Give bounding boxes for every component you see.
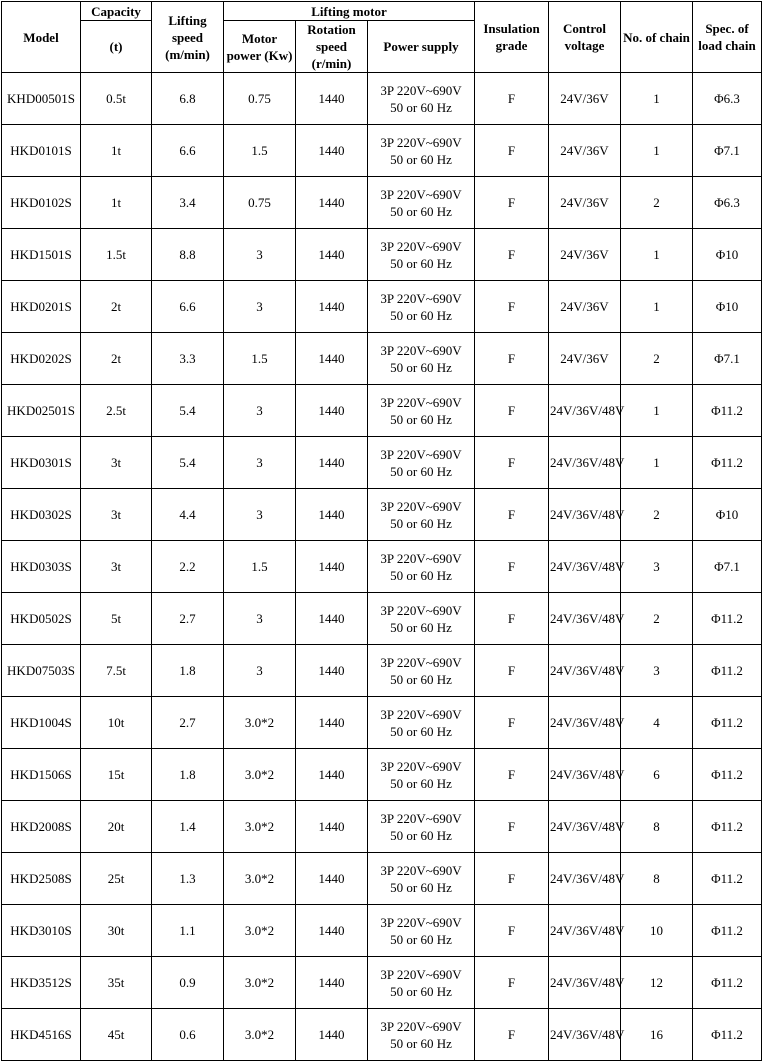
header-lifting-speed: Lifting speed (m/min)	[152, 2, 224, 73]
cell-motor-power: 3.0*2	[224, 749, 296, 801]
cell-lifting-speed: 3.3	[152, 333, 224, 385]
cell-motor-power: 3	[224, 489, 296, 541]
power-supply-frequency: 50 or 60 Hz	[390, 411, 452, 427]
table-row	[2, 489, 762, 541]
header-insulation-grade: Insulation grade	[475, 2, 549, 73]
cell-power-supply	[368, 1009, 475, 1061]
power-supply-frequency: 50 or 60 Hz	[390, 463, 452, 479]
cell-motor-power: 0.75	[224, 73, 296, 125]
cell-rotation-speed: 1440	[296, 541, 368, 593]
cell-rotation-speed: 1440	[296, 333, 368, 385]
cell-control-voltage: 24V/36V/48V	[549, 957, 621, 1009]
cell-motor-power: 3.0*2	[224, 697, 296, 749]
power-supply-frequency: 50 or 60 Hz	[390, 671, 452, 687]
cell-power-supply	[368, 593, 475, 645]
cell-lifting-speed: 8.8	[152, 229, 224, 281]
cell-spec-load-chain: Φ10	[693, 489, 762, 541]
power-supply-voltage: 3P 220V~690V	[380, 238, 462, 254]
cell-no-of-chain: 6	[621, 749, 693, 801]
header-row-top	[2, 2, 762, 21]
cell-insulation-grade: F	[475, 437, 549, 489]
cell-lifting-speed: 1.8	[152, 749, 224, 801]
cell-insulation-grade: F	[475, 697, 549, 749]
cell-motor-power: 3.0*2	[224, 905, 296, 957]
cell-lifting-speed: 0.9	[152, 957, 224, 1009]
cell-insulation-grade: F	[475, 853, 549, 905]
cell-lifting-speed: 1.1	[152, 905, 224, 957]
cell-model: HKD1506S	[2, 749, 81, 801]
cell-motor-power: 1.5	[224, 333, 296, 385]
cell-insulation-grade: F	[475, 177, 549, 229]
cell-power-supply	[368, 125, 475, 177]
cell-no-of-chain: 3	[621, 541, 693, 593]
cell-rotation-speed: 1440	[296, 73, 368, 125]
hoist-spec-table	[1, 1, 762, 1061]
header-capacity-unit: (t)	[81, 21, 152, 73]
cell-motor-power: 3.0*2	[224, 853, 296, 905]
header-control-voltage: Control voltage	[549, 2, 621, 73]
table-row	[2, 905, 762, 957]
table-row	[2, 749, 762, 801]
cell-insulation-grade: F	[475, 229, 549, 281]
cell-power-supply	[368, 905, 475, 957]
cell-lifting-speed: 1.3	[152, 853, 224, 905]
cell-model: HKD0202S	[2, 333, 81, 385]
cell-model: HKD3512S	[2, 957, 81, 1009]
cell-power-supply	[368, 541, 475, 593]
cell-motor-power: 3.0*2	[224, 957, 296, 1009]
cell-control-voltage: 24V/36V/48V	[549, 905, 621, 957]
cell-capacity: 45t	[81, 1009, 152, 1061]
power-supply-voltage: 3P 220V~690V	[380, 342, 462, 358]
cell-lifting-speed: 5.4	[152, 437, 224, 489]
cell-capacity: 1t	[81, 177, 152, 229]
cell-model: HKD0302S	[2, 489, 81, 541]
power-supply-voltage: 3P 220V~690V	[380, 914, 462, 930]
cell-capacity: 0.5t	[81, 73, 152, 125]
cell-control-voltage: 24V/36V	[549, 281, 621, 333]
cell-control-voltage: 24V/36V/48V	[549, 1009, 621, 1061]
cell-power-supply	[368, 801, 475, 853]
cell-power-supply	[368, 697, 475, 749]
table-row	[2, 645, 762, 697]
cell-spec-load-chain: Φ10	[693, 281, 762, 333]
header-power-supply: Power supply	[368, 21, 475, 73]
power-supply-frequency: 50 or 60 Hz	[390, 879, 452, 895]
cell-rotation-speed: 1440	[296, 281, 368, 333]
cell-control-voltage: 24V/36V/48V	[549, 437, 621, 489]
cell-no-of-chain: 1	[621, 125, 693, 177]
cell-spec-load-chain: Φ11.2	[693, 853, 762, 905]
cell-spec-load-chain: Φ6.3	[693, 73, 762, 125]
cell-control-voltage: 24V/36V	[549, 125, 621, 177]
cell-rotation-speed: 1440	[296, 489, 368, 541]
cell-power-supply	[368, 281, 475, 333]
cell-insulation-grade: F	[475, 645, 549, 697]
power-supply-frequency: 50 or 60 Hz	[390, 931, 452, 947]
cell-no-of-chain: 4	[621, 697, 693, 749]
cell-motor-power: 3	[224, 385, 296, 437]
cell-model: HKD0303S	[2, 541, 81, 593]
cell-insulation-grade: F	[475, 801, 549, 853]
cell-control-voltage: 24V/36V/48V	[549, 489, 621, 541]
cell-control-voltage: 24V/36V/48V	[549, 697, 621, 749]
cell-lifting-speed: 1.8	[152, 645, 224, 697]
cell-model: HKD0102S	[2, 177, 81, 229]
cell-spec-load-chain: Φ11.2	[693, 749, 762, 801]
cell-lifting-speed: 2.2	[152, 541, 224, 593]
cell-power-supply	[368, 73, 475, 125]
cell-lifting-speed: 5.4	[152, 385, 224, 437]
table-row	[2, 697, 762, 749]
cell-lifting-speed: 6.8	[152, 73, 224, 125]
cell-model: HKD0301S	[2, 437, 81, 489]
cell-spec-load-chain: Φ7.1	[693, 333, 762, 385]
power-supply-voltage: 3P 220V~690V	[380, 966, 462, 982]
cell-capacity: 10t	[81, 697, 152, 749]
cell-control-voltage: 24V/36V/48V	[549, 853, 621, 905]
table-row	[2, 333, 762, 385]
cell-model: HKD4516S	[2, 1009, 81, 1061]
cell-power-supply	[368, 645, 475, 697]
cell-rotation-speed: 1440	[296, 801, 368, 853]
table-row	[2, 73, 762, 125]
cell-model: HKD0502S	[2, 593, 81, 645]
cell-power-supply	[368, 229, 475, 281]
cell-motor-power: 3	[224, 229, 296, 281]
cell-spec-load-chain: Φ11.2	[693, 437, 762, 489]
cell-lifting-speed: 2.7	[152, 697, 224, 749]
power-supply-frequency: 50 or 60 Hz	[390, 359, 452, 375]
cell-rotation-speed: 1440	[296, 229, 368, 281]
cell-no-of-chain: 1	[621, 385, 693, 437]
table-row	[2, 177, 762, 229]
cell-model: HKD2508S	[2, 853, 81, 905]
cell-insulation-grade: F	[475, 749, 549, 801]
cell-spec-load-chain: Φ11.2	[693, 645, 762, 697]
cell-no-of-chain: 1	[621, 229, 693, 281]
cell-capacity: 1t	[81, 125, 152, 177]
cell-motor-power: 1.5	[224, 125, 296, 177]
cell-insulation-grade: F	[475, 385, 549, 437]
cell-rotation-speed: 1440	[296, 593, 368, 645]
cell-capacity: 2t	[81, 333, 152, 385]
cell-model: HKD2008S	[2, 801, 81, 853]
cell-power-supply	[368, 177, 475, 229]
cell-insulation-grade: F	[475, 489, 549, 541]
power-supply-frequency: 50 or 60 Hz	[390, 827, 452, 843]
table-row	[2, 385, 762, 437]
cell-motor-power: 3	[224, 645, 296, 697]
power-supply-frequency: 50 or 60 Hz	[390, 775, 452, 791]
cell-spec-load-chain: Φ11.2	[693, 905, 762, 957]
cell-rotation-speed: 1440	[296, 749, 368, 801]
cell-lifting-speed: 6.6	[152, 125, 224, 177]
cell-motor-power: 3	[224, 281, 296, 333]
cell-rotation-speed: 1440	[296, 385, 368, 437]
cell-capacity: 20t	[81, 801, 152, 853]
cell-capacity: 3t	[81, 437, 152, 489]
table-row	[2, 281, 762, 333]
power-supply-frequency: 50 or 60 Hz	[390, 307, 452, 323]
power-supply-voltage: 3P 220V~690V	[380, 498, 462, 514]
table-row	[2, 593, 762, 645]
power-supply-voltage: 3P 220V~690V	[380, 134, 462, 150]
cell-model: HKD0101S	[2, 125, 81, 177]
cell-capacity: 1.5t	[81, 229, 152, 281]
cell-power-supply	[368, 853, 475, 905]
cell-control-voltage: 24V/36V/48V	[549, 385, 621, 437]
cell-control-voltage: 24V/36V/48V	[549, 645, 621, 697]
cell-no-of-chain: 2	[621, 177, 693, 229]
cell-insulation-grade: F	[475, 125, 549, 177]
cell-no-of-chain: 1	[621, 281, 693, 333]
cell-no-of-chain: 2	[621, 333, 693, 385]
cell-rotation-speed: 1440	[296, 697, 368, 749]
cell-model: HKD1004S	[2, 697, 81, 749]
cell-control-voltage: 24V/36V	[549, 229, 621, 281]
power-supply-frequency: 50 or 60 Hz	[390, 567, 452, 583]
power-supply-frequency: 50 or 60 Hz	[390, 1035, 452, 1051]
cell-capacity: 5t	[81, 593, 152, 645]
cell-capacity: 2t	[81, 281, 152, 333]
cell-control-voltage: 24V/36V	[549, 177, 621, 229]
cell-capacity: 35t	[81, 957, 152, 1009]
table-row	[2, 853, 762, 905]
cell-no-of-chain: 16	[621, 1009, 693, 1061]
cell-power-supply	[368, 385, 475, 437]
cell-no-of-chain: 10	[621, 905, 693, 957]
cell-motor-power: 1.5	[224, 541, 296, 593]
cell-spec-load-chain: Φ11.2	[693, 593, 762, 645]
cell-rotation-speed: 1440	[296, 177, 368, 229]
cell-spec-load-chain: Φ7.1	[693, 125, 762, 177]
cell-capacity: 15t	[81, 749, 152, 801]
cell-rotation-speed: 1440	[296, 125, 368, 177]
cell-insulation-grade: F	[475, 957, 549, 1009]
cell-insulation-grade: F	[475, 593, 549, 645]
cell-motor-power: 3	[224, 437, 296, 489]
cell-insulation-grade: F	[475, 281, 549, 333]
cell-capacity: 3t	[81, 489, 152, 541]
header-spec-load-chain: Spec. of load chain	[693, 2, 762, 73]
cell-rotation-speed: 1440	[296, 645, 368, 697]
cell-spec-load-chain: Φ11.2	[693, 801, 762, 853]
cell-capacity: 3t	[81, 541, 152, 593]
cell-model: HKD0201S	[2, 281, 81, 333]
cell-insulation-grade: F	[475, 1009, 549, 1061]
cell-model: HKD07503S	[2, 645, 81, 697]
cell-motor-power: 3.0*2	[224, 801, 296, 853]
cell-rotation-speed: 1440	[296, 905, 368, 957]
cell-spec-load-chain: Φ11.2	[693, 1009, 762, 1061]
cell-insulation-grade: F	[475, 905, 549, 957]
power-supply-frequency: 50 or 60 Hz	[390, 99, 452, 115]
power-supply-voltage: 3P 220V~690V	[380, 394, 462, 410]
power-supply-frequency: 50 or 60 Hz	[390, 723, 452, 739]
power-supply-voltage: 3P 220V~690V	[380, 862, 462, 878]
cell-control-voltage: 24V/36V/48V	[549, 593, 621, 645]
cell-no-of-chain: 1	[621, 437, 693, 489]
power-supply-frequency: 50 or 60 Hz	[390, 619, 452, 635]
cell-no-of-chain: 1	[621, 73, 693, 125]
cell-motor-power: 0.75	[224, 177, 296, 229]
cell-rotation-speed: 1440	[296, 437, 368, 489]
power-supply-frequency: 50 or 60 Hz	[390, 255, 452, 271]
power-supply-voltage: 3P 220V~690V	[380, 186, 462, 202]
header-capacity: Capacity	[81, 2, 152, 21]
cell-control-voltage: 24V/36V	[549, 73, 621, 125]
cell-spec-load-chain: Φ10	[693, 229, 762, 281]
cell-insulation-grade: F	[475, 333, 549, 385]
cell-rotation-speed: 1440	[296, 853, 368, 905]
power-supply-voltage: 3P 220V~690V	[380, 602, 462, 618]
power-supply-frequency: 50 or 60 Hz	[390, 151, 452, 167]
power-supply-voltage: 3P 220V~690V	[380, 810, 462, 826]
cell-no-of-chain: 8	[621, 853, 693, 905]
cell-rotation-speed: 1440	[296, 1009, 368, 1061]
cell-lifting-speed: 6.6	[152, 281, 224, 333]
table-body	[2, 73, 762, 1061]
cell-no-of-chain: 2	[621, 593, 693, 645]
cell-spec-load-chain: Φ11.2	[693, 697, 762, 749]
power-supply-voltage: 3P 220V~690V	[380, 550, 462, 566]
cell-capacity: 7.5t	[81, 645, 152, 697]
table-row	[2, 1009, 762, 1061]
cell-control-voltage: 24V/36V/48V	[549, 801, 621, 853]
cell-spec-load-chain: Φ11.2	[693, 957, 762, 1009]
cell-spec-load-chain: Φ7.1	[693, 541, 762, 593]
cell-no-of-chain: 3	[621, 645, 693, 697]
table-row	[2, 801, 762, 853]
cell-power-supply	[368, 749, 475, 801]
power-supply-voltage: 3P 220V~690V	[380, 654, 462, 670]
cell-spec-load-chain: Φ6.3	[693, 177, 762, 229]
cell-capacity: 25t	[81, 853, 152, 905]
header-rotation-speed: Rotation speed (r/min)	[296, 21, 368, 73]
power-supply-voltage: 3P 220V~690V	[380, 758, 462, 774]
cell-capacity: 2.5t	[81, 385, 152, 437]
cell-control-voltage: 24V/36V/48V	[549, 541, 621, 593]
power-supply-frequency: 50 or 60 Hz	[390, 983, 452, 999]
cell-lifting-speed: 0.6	[152, 1009, 224, 1061]
table-row	[2, 957, 762, 1009]
power-supply-voltage: 3P 220V~690V	[380, 706, 462, 722]
cell-lifting-speed: 1.4	[152, 801, 224, 853]
cell-motor-power: 3	[224, 593, 296, 645]
cell-no-of-chain: 2	[621, 489, 693, 541]
cell-spec-load-chain: Φ11.2	[693, 385, 762, 437]
table-row	[2, 229, 762, 281]
cell-insulation-grade: F	[475, 541, 549, 593]
cell-power-supply	[368, 333, 475, 385]
cell-lifting-speed: 3.4	[152, 177, 224, 229]
cell-lifting-speed: 2.7	[152, 593, 224, 645]
header-no-of-chain: No. of chain	[621, 2, 693, 73]
power-supply-voltage: 3P 220V~690V	[380, 446, 462, 462]
header-motor-power: Motor power (Kw)	[224, 21, 296, 73]
table-row	[2, 125, 762, 177]
power-supply-voltage: 3P 220V~690V	[380, 1018, 462, 1034]
power-supply-voltage: 3P 220V~690V	[380, 82, 462, 98]
cell-model: HKD3010S	[2, 905, 81, 957]
cell-power-supply	[368, 437, 475, 489]
cell-model: KHD00501S	[2, 73, 81, 125]
cell-power-supply	[368, 957, 475, 1009]
header-model: Model	[2, 2, 81, 73]
table-row	[2, 437, 762, 489]
power-supply-frequency: 50 or 60 Hz	[390, 515, 452, 531]
power-supply-voltage: 3P 220V~690V	[380, 290, 462, 306]
power-supply-frequency: 50 or 60 Hz	[390, 203, 452, 219]
cell-lifting-speed: 4.4	[152, 489, 224, 541]
cell-model: HKD1501S	[2, 229, 81, 281]
cell-model: HKD02501S	[2, 385, 81, 437]
cell-power-supply	[368, 489, 475, 541]
cell-motor-power: 3.0*2	[224, 1009, 296, 1061]
cell-insulation-grade: F	[475, 73, 549, 125]
cell-no-of-chain: 8	[621, 801, 693, 853]
table-row	[2, 541, 762, 593]
cell-rotation-speed: 1440	[296, 957, 368, 1009]
header-lifting-motor: Lifting motor	[224, 2, 475, 21]
cell-control-voltage: 24V/36V/48V	[549, 749, 621, 801]
cell-control-voltage: 24V/36V	[549, 333, 621, 385]
cell-capacity: 30t	[81, 905, 152, 957]
cell-no-of-chain: 12	[621, 957, 693, 1009]
